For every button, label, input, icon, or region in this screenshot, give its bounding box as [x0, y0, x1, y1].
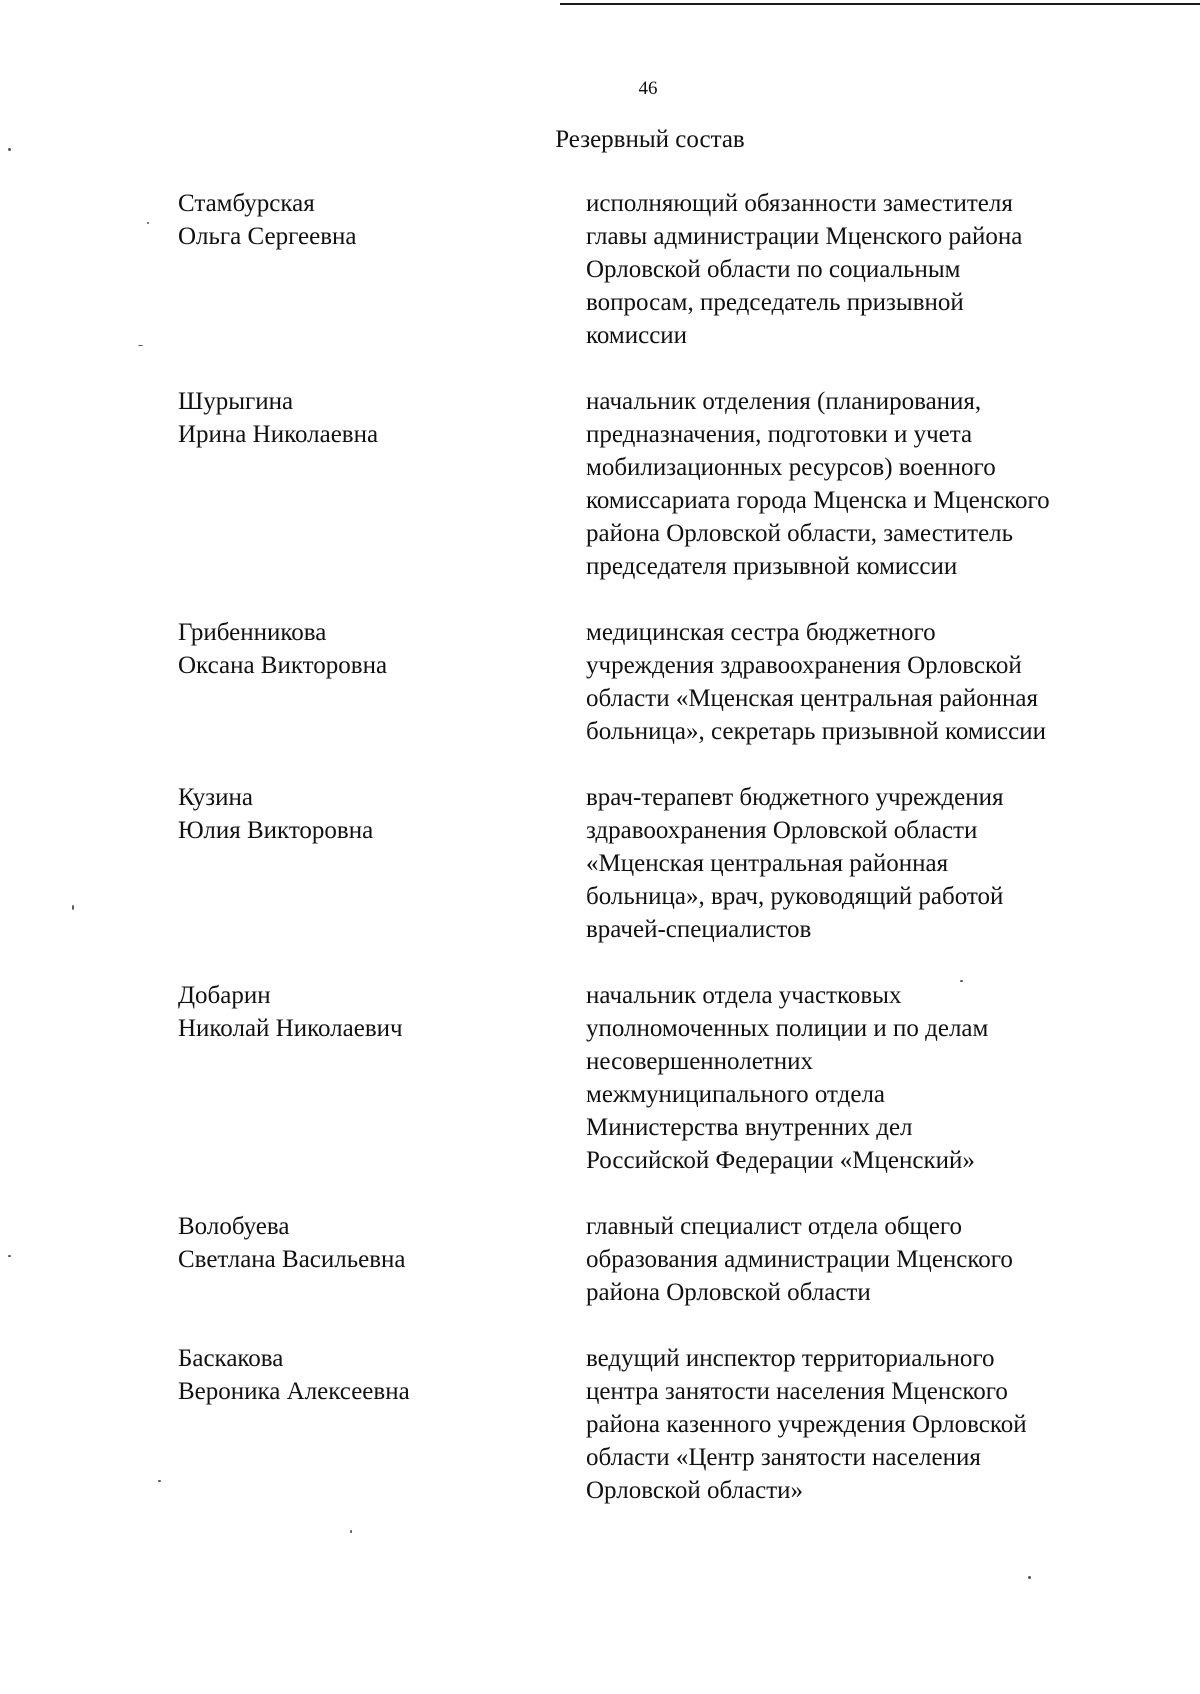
scan-speck — [960, 980, 963, 982]
scan-speck — [8, 148, 11, 151]
member-surname: Кузина — [178, 784, 254, 811]
member-surname: Шурыгина — [178, 388, 294, 415]
member-entry — [178, 1342, 1128, 1507]
member-name — [178, 781, 586, 946]
section-title: Резервный состав — [555, 126, 745, 153]
member-given-names: Юлия Викторовна — [178, 817, 374, 844]
member-position: начальник отдела участковых уполномоченных полиции и по делам несовершеннолетних межмуниципального отдела Министерства внутренних дел Российской Федерации «Мценский» — [586, 982, 989, 1174]
member-given-names: Ольга Сергеевна — [178, 223, 357, 250]
page-top-rule — [560, 3, 1200, 5]
member-position: медицинская сестра бюджетного учреждения здравоохранения Орловской области «Мценская центральная районная больница», секретарь призывной комиссии — [586, 619, 1047, 745]
member-entry — [178, 385, 1128, 583]
member-position: главный специалист отдела общего образования администрации Мценского района Орловской области — [586, 1213, 1013, 1306]
member-entry — [178, 979, 1128, 1177]
member-given-names: Светлана Васильевна — [178, 1246, 406, 1273]
member-list — [178, 187, 1128, 1507]
member-name — [178, 1342, 586, 1507]
member-name — [178, 385, 586, 583]
member-surname: Грибенникова — [178, 619, 327, 646]
scan-speck — [72, 905, 74, 910]
scan-speck — [1028, 1576, 1031, 1579]
scan-speck — [158, 1480, 161, 1482]
member-surname: Добарин — [178, 982, 271, 1009]
member-name — [178, 616, 586, 748]
member-surname: Баскакова — [178, 1345, 284, 1372]
member-entry — [178, 616, 1128, 748]
scan-speck — [350, 1530, 352, 1533]
page-number: 46 — [638, 78, 658, 99]
member-surname: Стамбурская — [178, 190, 315, 217]
scan-speck — [147, 222, 149, 224]
member-surname: Волобуева — [178, 1213, 290, 1240]
scan-speck — [8, 1255, 11, 1257]
member-entry — [178, 781, 1128, 946]
member-given-names: Ирина Николаевна — [178, 421, 379, 448]
member-given-names: Оксана Викторовна — [178, 652, 388, 679]
member-given-names: Николай Николаевич — [178, 1015, 403, 1042]
member-entry — [178, 187, 1128, 352]
member-position: врач-терапевт бюджетного учреждения здравоохранения Орловской области «Мценская центральная районная больница», врач, руководящий работой врачей-специалистов — [586, 784, 1004, 943]
member-name — [178, 187, 586, 352]
member-entry — [178, 1210, 1128, 1309]
member-name — [178, 979, 586, 1177]
member-position: исполняющий обязанности заместителя главы администрации Мценского района Орловской области по социальным вопросам, председатель призывной комиссии — [586, 190, 1023, 349]
member-name — [178, 1210, 586, 1309]
member-given-names: Вероника Алексеевна — [178, 1378, 410, 1405]
scan-speck — [138, 345, 143, 346]
member-position: начальник отделения (планирования, предназначения, подготовки и учета мобилизационных ресурсов) военного комиссариата города Мценска и Мценского района Орловской области, заместитель председателя призывной комиссии — [586, 388, 1050, 580]
member-position: ведущий инспектор территориального центра занятости населения Мценского района казенного учреждения Орловской области «Центр занятости населения Орловской области» — [586, 1345, 1027, 1504]
